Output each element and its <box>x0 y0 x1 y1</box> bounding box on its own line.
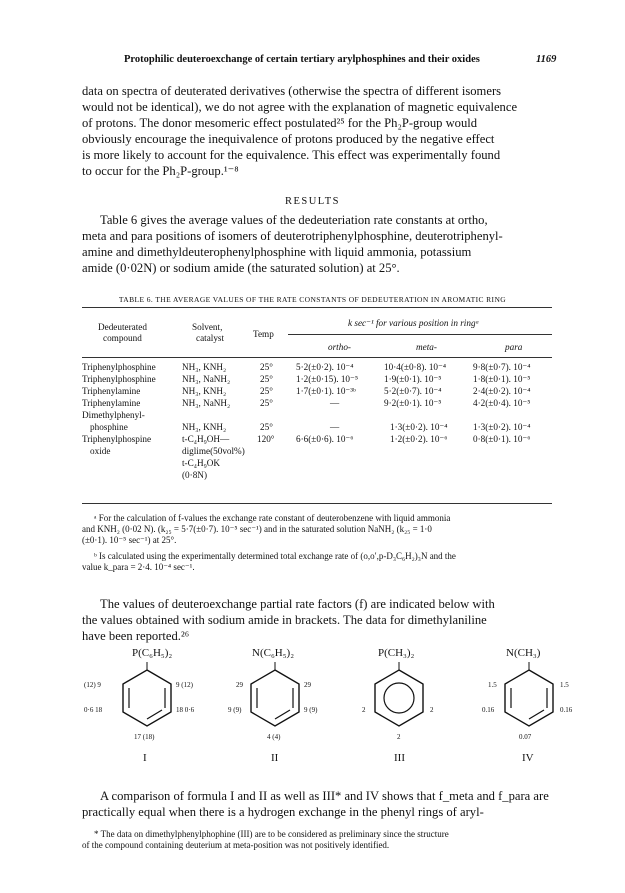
factor-ortho-right: 9 (12) <box>176 681 193 689</box>
benzene-ring-icon <box>372 662 426 728</box>
structure-formula: P(C₆H₅)₂ <box>132 647 173 659</box>
results-paragraph <box>82 212 552 276</box>
cell-temp: 25° <box>260 362 273 372</box>
cell-solvent: NH₃, KNH₂ <box>182 362 227 372</box>
text-line: Table 6 gives the average values of the dedeuteriation rate constants at ortho, <box>100 213 488 227</box>
benzene-ring-icon <box>248 662 302 728</box>
header-k-group: k sec⁻¹ for various position in ringᵃ <box>348 318 480 328</box>
text-line: amine and dimethyldeuterophenylphosphine with liquid ammonia, potassium <box>82 245 472 259</box>
cell-temp: 25° <box>260 422 273 432</box>
benzene-ring-icon <box>120 662 174 728</box>
cell-compound: Triphenylphosphine <box>82 374 156 384</box>
factor-meta-right: 2 <box>430 706 434 714</box>
text-line: practically equal when there is a hydrogen exchange in the phenyl rings of aryl- <box>82 805 484 819</box>
cell-meta: 1·9(±0·1). 10⁻⁵ <box>384 374 442 384</box>
table-caption: TABLE 6. THE AVERAGE VALUES OF THE RATE CONSTANTS OF DEDEUTERATION IN AROMATIC RING <box>118 295 507 304</box>
text-line: ᵃ For the calculation of f-values the exchange rate constant of deuterobenzene with liquid ammonia <box>94 513 451 523</box>
text-line: would not be identical), we do not agree with the explanation of magnetic equivalence <box>82 100 518 114</box>
cell-compound: oxide <box>90 446 111 456</box>
cell-compound: Dimethylphenyl- <box>82 410 145 420</box>
cell-compound: Triphenylamine <box>82 398 141 408</box>
structure-II <box>222 648 332 783</box>
table-bottom-rule <box>82 503 552 504</box>
cell-solvent: NH₃, KNH₂ <box>182 422 227 432</box>
factor-ortho-left: 29 <box>236 681 243 689</box>
factor-ortho-right: 29 <box>304 681 311 689</box>
cell-para: 4·2(±0·4). 10⁻⁵ <box>473 398 531 408</box>
text-line: ᵇ Is calculated using the experimentally determined total exchange rate of (o,o′,p-D₃C₆H₂)₃N and the <box>94 551 456 561</box>
structure-label: I <box>143 752 147 764</box>
cell-ortho: — <box>330 398 340 408</box>
table-header-rule <box>82 357 552 358</box>
factor-para: 2 <box>397 733 401 741</box>
cell-compound: Triphenylamine <box>82 386 141 396</box>
cell-meta: 10·4(±0·8). 10⁻⁴ <box>384 362 447 372</box>
cell-para: 1·3(±0·2). 10⁻⁴ <box>473 422 531 432</box>
structure-formula: P(CH₃)₂ <box>378 647 415 659</box>
text-line: value k_para = 2·4. 10⁻⁴ sec⁻¹. <box>82 562 195 572</box>
cell-para: 9·8(±0·7). 10⁻⁴ <box>473 362 531 372</box>
cell-solvent: NH₃, NaNH₂ <box>182 398 231 408</box>
table-footnote-a <box>82 513 552 546</box>
benzene-ring-icon <box>502 662 556 728</box>
factor-para: 17 (18) <box>134 733 155 741</box>
cell-temp: 120° <box>257 434 275 444</box>
cell-temp: 25° <box>260 374 273 384</box>
running-title: Protophilic deuteroexchange of certain tertiary arylphosphines and their oxides <box>124 54 480 65</box>
text-line: the values obtained with sodium amide in brackets. The data for dimethylaniline <box>82 613 487 627</box>
text-line: * The data on dimethylphenylphophine (III) are to be considered as preliminary since the structure <box>94 829 449 839</box>
cell-para: 1·8(±0·1). 10⁻⁵ <box>473 374 531 384</box>
cell-temp: 25° <box>260 386 273 396</box>
text-line: amide (0·02N) or sodium amide (the saturated solution) at 25°. <box>82 261 400 275</box>
text-line: data on spectra of deuterated derivatives (otherwise the spectra of different isomers <box>82 84 502 98</box>
factor-meta-right: 9 (9) <box>304 706 318 714</box>
cell-compound: phosphine <box>90 422 128 432</box>
page-number: 1169 <box>536 54 557 65</box>
cell-compound: Triphenylphosphine <box>82 362 156 372</box>
factor-meta-left: 0.16 <box>482 706 495 714</box>
cell-meta: 1·3(±0·2). 10⁻⁴ <box>390 422 448 432</box>
cell-ortho: — <box>330 422 340 432</box>
structure-label: IV <box>522 752 534 764</box>
header-meta: meta- <box>416 342 437 352</box>
structure-formula: N(CH₃) <box>506 647 541 659</box>
cell-ortho: 1·7(±0·1). 10⁻³ᵇ <box>296 386 356 396</box>
text-line: is more likely to account for the equivalence. This effect was experimentally found <box>82 148 501 162</box>
structure-formula: N(C₆H₅)₂ <box>252 647 295 659</box>
factor-meta-left: 0·6 18 <box>84 706 103 714</box>
running-header <box>0 54 625 70</box>
text-line: of protons. The donor mesomeric effect postulated²⁵ for the Ph₂P-group would <box>82 116 478 130</box>
factor-meta-left: 9 (9) <box>228 706 242 714</box>
structure-label: III <box>394 752 405 764</box>
section-heading-results: RESULTS <box>284 196 341 207</box>
table-top-rule <box>82 307 552 308</box>
text-line: meta and para positions of isomers of deuterotriphenylphosphine, deuterotriphenyl- <box>82 229 503 243</box>
factor-meta-right: 0.16 <box>560 706 573 714</box>
cell-solvent: NH₃, KNH₂ <box>182 386 227 396</box>
header-temp: Temp <box>253 329 274 339</box>
cell-solvent: NH₃, NaNH₂ <box>182 374 231 384</box>
header-ortho: ortho- <box>328 342 351 352</box>
text-line: of the compound containing deuterium at meta-position was not positively identified. <box>82 840 390 850</box>
text-line: and KNH₂ (0·02 N). (k₂₅ = 5·7(±0·7). 10⁻⁵ sec⁻¹) and in the saturated solution NaNH₂ (k₂₅ = 1·0 <box>82 524 432 534</box>
factor-meta-right: 18 0·6 <box>176 706 195 714</box>
header-compound-line1: Dedeuterated <box>98 322 147 332</box>
header-solvent-line2: catalyst <box>196 333 225 343</box>
structure-III <box>348 648 458 783</box>
cell-para: 2·4(±0·2). 10⁻⁴ <box>473 386 531 396</box>
cell-compound: Triphenylphospine <box>82 434 152 444</box>
text-line: The values of deuteroexchange partial rate factors (f) are indicated below with <box>100 597 495 611</box>
cell-ortho: 6·6(±0·6). 10⁻⁶ <box>296 434 354 444</box>
cell-solvent: t-C₄H₉OH— <box>182 434 230 444</box>
header-compound-line2: compound <box>103 333 142 343</box>
text-line: A comparison of formula I and II as well as III* and IV shows that f_meta and f_para are <box>100 789 549 803</box>
structure-I <box>84 647 202 783</box>
table-footnote-b <box>82 551 552 573</box>
cell-solvent: (0·8N) <box>182 470 208 480</box>
text-line: (±0·1). 10⁻⁵ sec⁻¹) at 25°. <box>82 535 177 545</box>
cell-meta: 1·2(±0·2). 10⁻⁶ <box>390 434 448 444</box>
cell-solvent: t-C₄H₉OK <box>182 458 221 468</box>
comparison-paragraph <box>82 788 552 820</box>
header-para: para <box>505 342 523 352</box>
page-footnote <box>82 829 552 851</box>
factors-paragraph <box>82 596 552 644</box>
intro-paragraph <box>82 83 552 179</box>
factor-ortho-left: 1.5 <box>488 681 497 689</box>
cell-ortho: 1·2(±0·15). 10⁻⁵ <box>296 374 359 384</box>
structure-IV <box>476 648 586 783</box>
factor-ortho-left: (12) 9 <box>84 681 101 689</box>
text-line: have been reported.²⁶ <box>82 629 190 643</box>
cell-solvent: diglime(50vol%) <box>182 446 245 456</box>
text-line: obviously encourage the inequivalence of protons produced by the negative effect <box>82 132 495 146</box>
cell-temp: 25° <box>260 398 273 408</box>
cell-ortho: 5·2(±0·2). 10⁻⁴ <box>296 362 354 372</box>
header-solvent-line1: Solvent, <box>192 322 223 332</box>
cell-meta: 9·2(±0·1). 10⁻⁵ <box>384 398 442 408</box>
structure-label: II <box>271 752 279 764</box>
factor-meta-left: 2 <box>362 706 366 714</box>
factor-para: 0.07 <box>519 733 532 741</box>
cell-meta: 5·2(±0·7). 10⁻⁴ <box>384 386 442 396</box>
cell-para: 0·8(±0·1). 10⁻⁶ <box>473 434 531 444</box>
factor-para: 4 (4) <box>267 733 281 741</box>
table-subheader-rule <box>288 334 552 335</box>
text-line: to occur for the Ph₂P-group.¹⁻⁸ <box>82 164 239 178</box>
factor-ortho-right: 1.5 <box>560 681 569 689</box>
